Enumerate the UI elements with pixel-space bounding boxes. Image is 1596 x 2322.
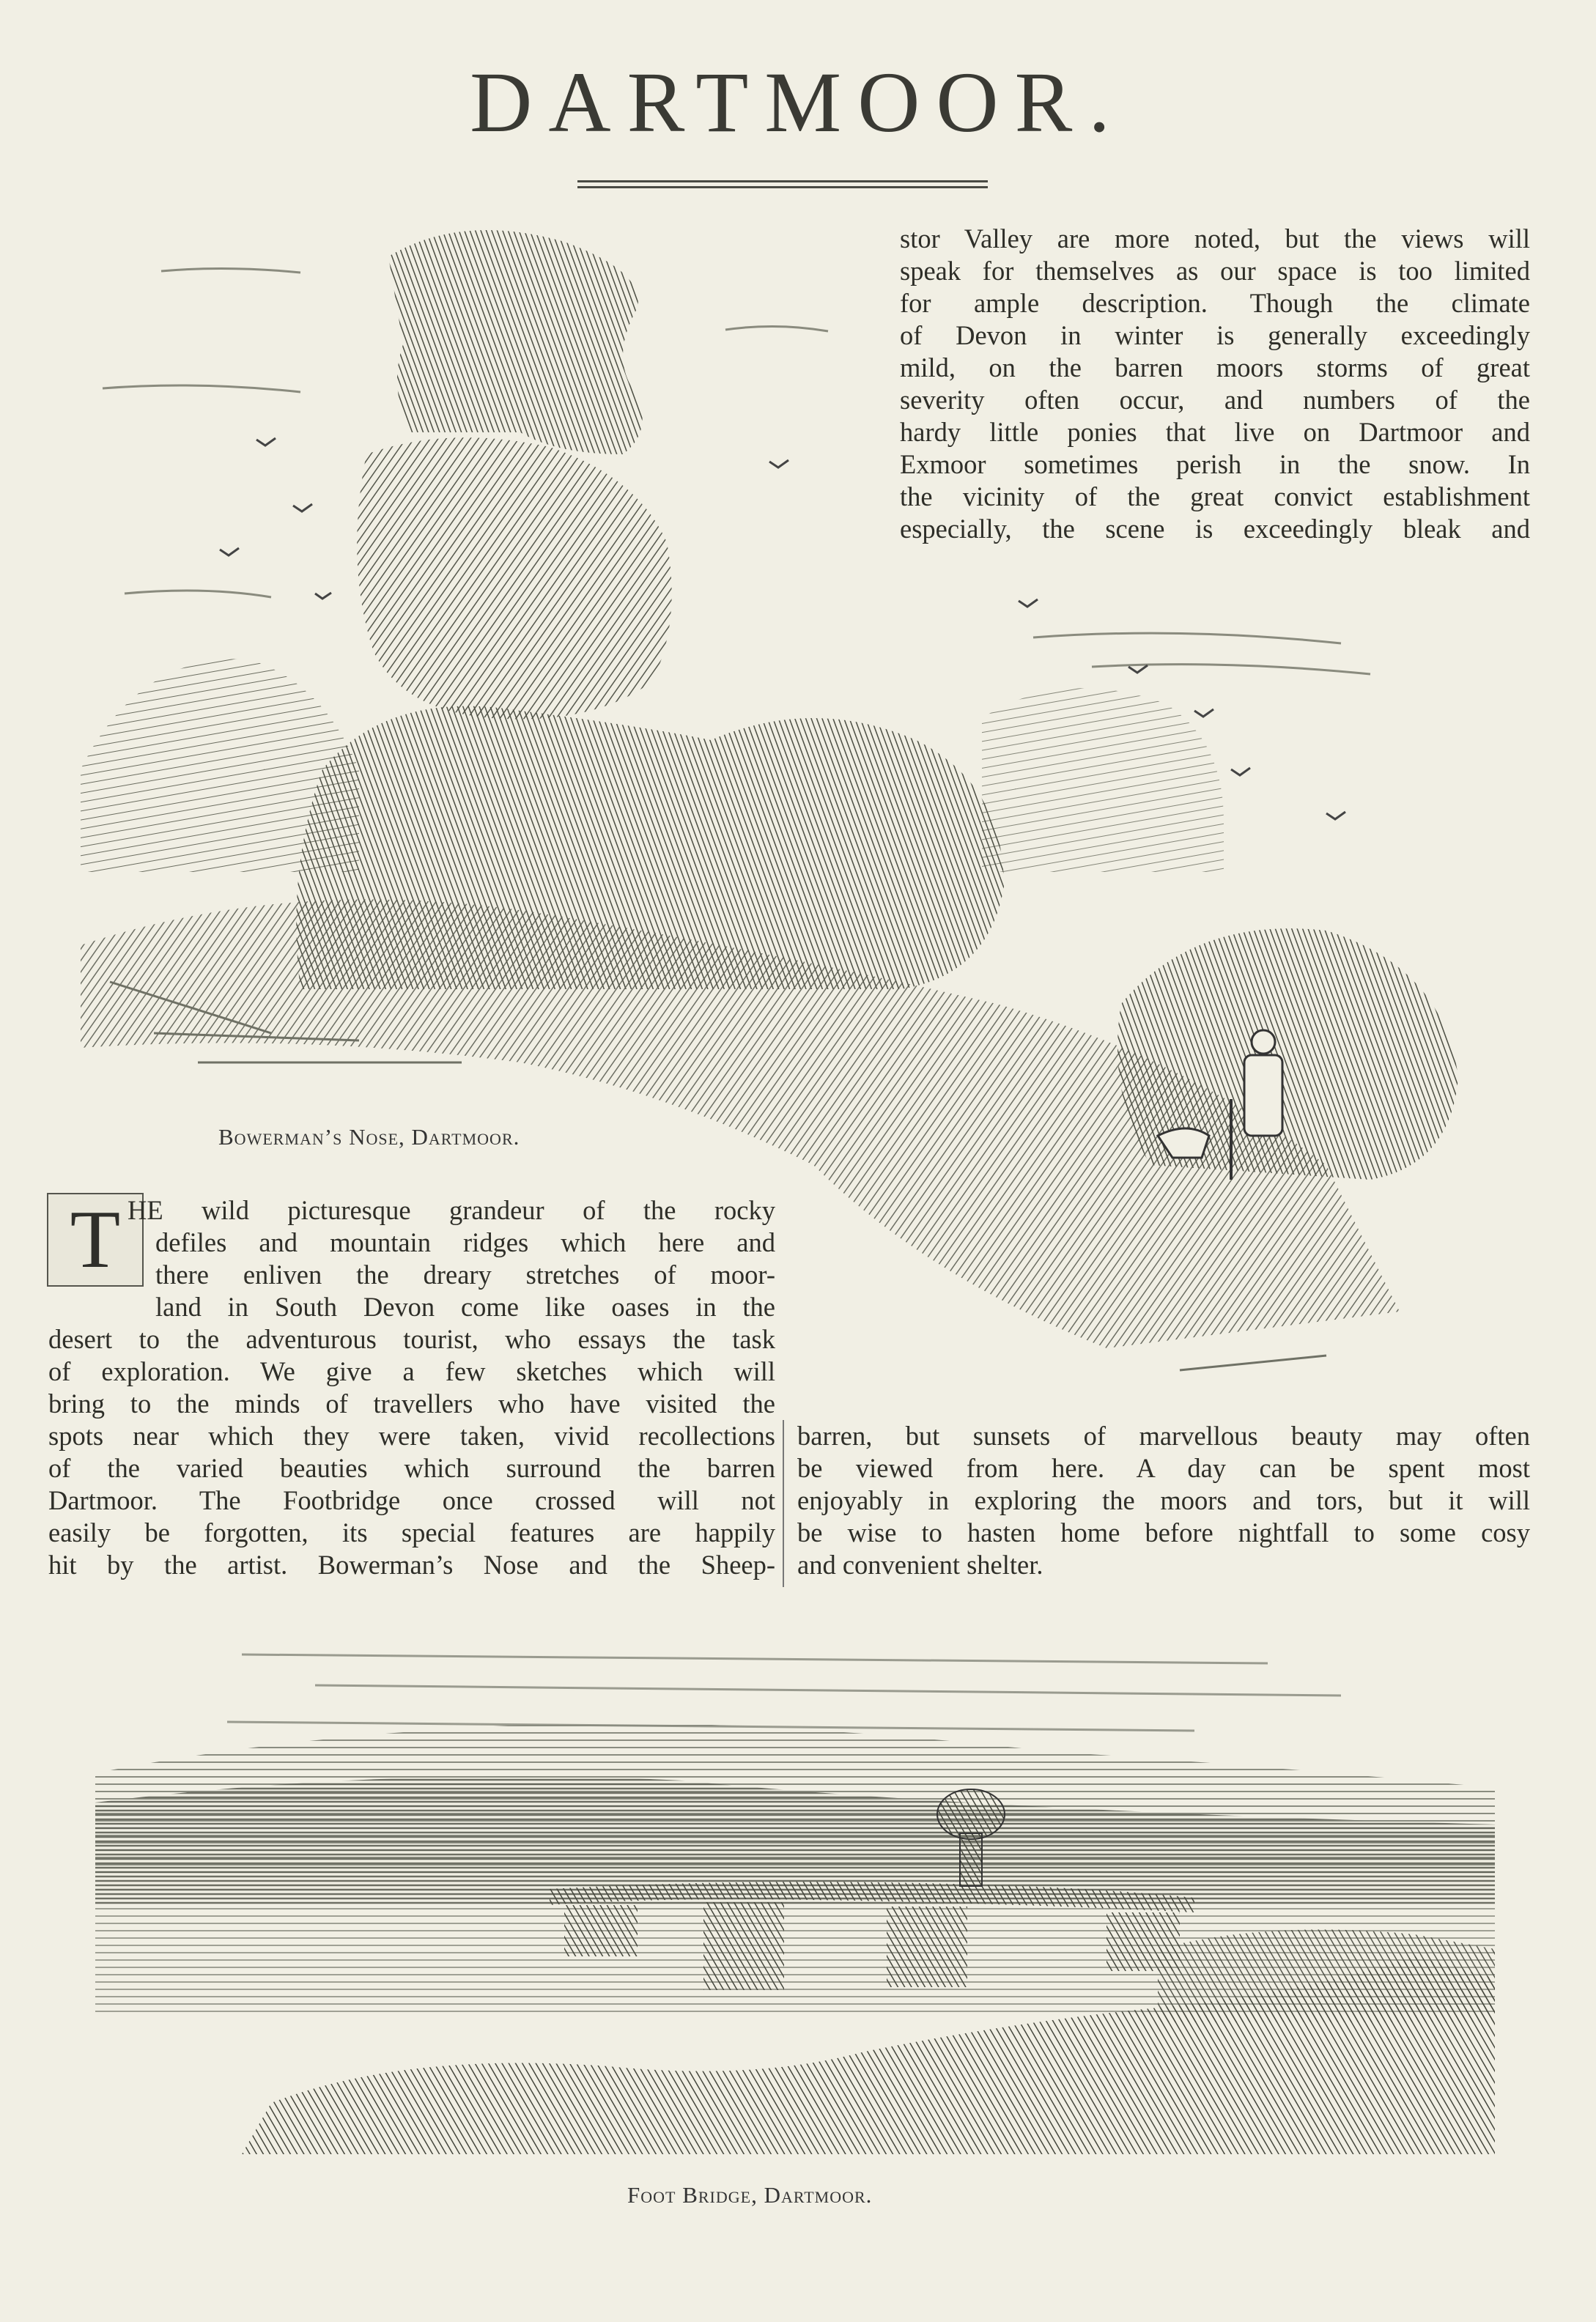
text-line: enjoyably in exploring the moors and tors, but it will [797,1485,1530,1515]
text-line: defiles and mountain ridges which here and [155,1227,775,1257]
text-line: stor Valley are more noted, but the views will [900,223,1530,254]
right-bottom-column [797,1420,1530,1581]
text-line: hit by the artist. Bowerman’s Nose and the Sheep- [48,1550,775,1580]
text-line: there enliven the dreary stretches of moor- [155,1260,775,1290]
top-illustration-caption: Bowerman’s Nose, Dartmoor. [218,1124,520,1150]
text-line: speak for themselves as our space is too limited [900,256,1530,286]
text-line: of exploration. We give a few sketches which will [48,1356,775,1386]
text-line: HE wild picturesque grandeur of the rocky [128,1195,775,1225]
text-line: of the varied beauties which surround the barren [48,1453,775,1483]
text-line: desert to the adventurous tourist, who essays the task [48,1324,775,1354]
text-line: for ample description. Though the climate [900,288,1530,318]
text-line: especially, the scene is exceedingly bleak and [900,514,1530,544]
text-line: bring to the minds of travellers who have visited the [48,1389,775,1419]
text-line: and convenient shelter. [797,1550,1043,1580]
text-line: mild, on the barren moors storms of great [900,352,1530,382]
left-column [48,1194,775,1581]
text-line: Dartmoor. The Footbridge once crossed will not [48,1485,775,1515]
title-rule-upper [577,180,988,182]
title-rule-lower [577,186,988,188]
text-line: be wise to hasten home before nightfall to some cosy [797,1517,1530,1548]
text-line: severity often occur, and numbers of the [900,385,1530,415]
text-line: be viewed from here. A day can be spent most [797,1453,1530,1483]
text-line: land in South Devon come like oases in the [155,1292,775,1322]
foot-bridge-engraving [95,1641,1495,2154]
text-line: Exmoor sometimes perish in the snow. In [900,449,1530,479]
column-divider [783,1420,784,1587]
bottom-illustration-caption: Foot Bridge, Dartmoor. [627,2182,873,2208]
drop-cap-letter: T [70,1194,121,1285]
text-line: of Devon in winter is generally exceedingly [900,320,1530,350]
text-line: easily be forgotten, its special features are happily [48,1517,775,1548]
text-line: hardy little ponies that live on Dartmoor and [900,417,1530,447]
right-top-column [900,223,1530,545]
page-title: DARTMOOR. [470,54,1126,150]
text-line: barren, but sunsets of marvellous beauty may often [797,1421,1530,1451]
text-line: the vicinity of the great convict establishment [900,481,1530,511]
text-line: spots near which they were taken, vivid recollections [48,1421,775,1451]
